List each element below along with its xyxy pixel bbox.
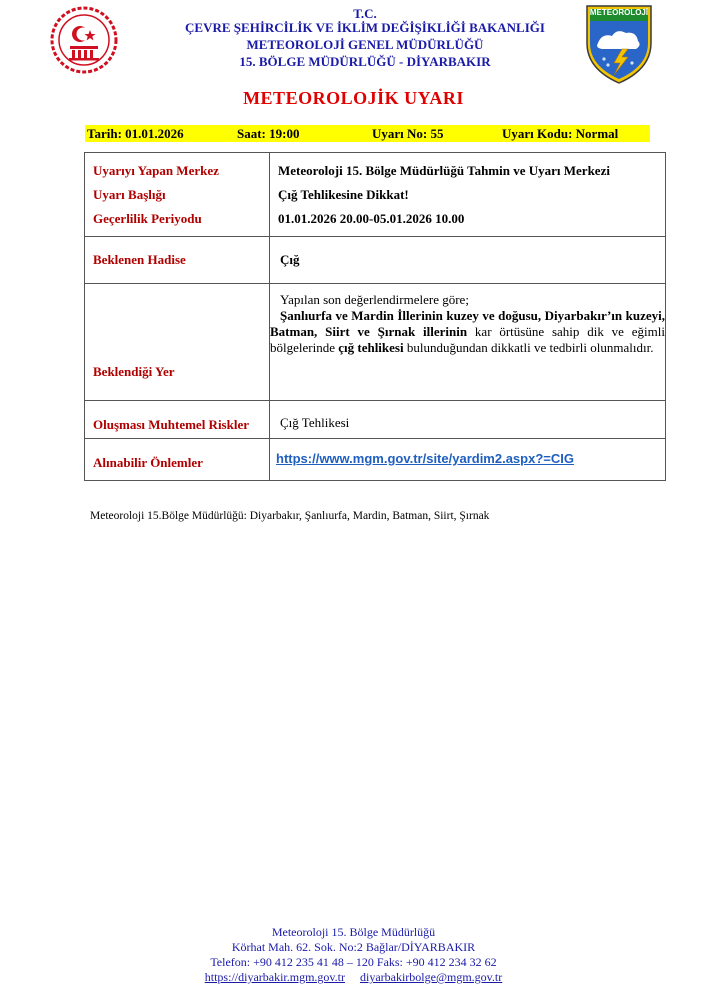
info-number: Uyarı No: 55 (372, 126, 444, 141)
place-hazard: çığ tehlikesi (338, 340, 404, 355)
table-row (85, 439, 666, 481)
table-row (85, 401, 666, 439)
center-value: Meteoroloji 15. Bölge Müdürlüğü Tahmin ve Uyarı Merkezi (278, 163, 610, 178)
info-date: Tarih: 01.01.2026 (87, 126, 184, 141)
place-text-2: bulunduğundan dikkatli ve tedbirli olunmalıdır. (403, 340, 654, 355)
header-region: 15. BÖLGE MÜDÜRLÜĞÜ - DİYARBAKIR (239, 54, 491, 69)
info-code: Uyarı Kodu: Normal (502, 126, 619, 141)
measures-label: Alınabilir Önlemler (93, 455, 203, 470)
table-row (85, 284, 666, 401)
ministry-emblem-icon (50, 6, 118, 74)
center-label: Uyarıyı Yapan Merkez (93, 163, 219, 178)
warning-table (84, 152, 666, 481)
table-row (85, 237, 666, 284)
risk-label: Oluşması Muhtemel Riskler (93, 417, 249, 432)
place-label: Beklendiği Yer (93, 364, 175, 379)
event-label: Beklenen Hadise (93, 252, 186, 267)
table-row (85, 153, 666, 237)
footer-email-link[interactable]: diyarbakirbolge@mgm.gov.tr (359, 970, 503, 984)
header-directorate: METEOROLOJİ GENEL MÜDÜRLÜĞÜ (246, 37, 484, 52)
place-text-1: kar örtüsüne sahip dik ve eğimli bölgelerinde (270, 324, 665, 355)
info-bar (85, 125, 650, 142)
header-tc: T.C. (353, 6, 377, 21)
title-value: Çığ Tehlikesine Dikkat! (278, 187, 409, 202)
logo-text: METEOROLOJİ (589, 8, 649, 17)
footer-address: Körhat Mah. 62. Sok. No:2 Bağlar/DİYARBAKIR (231, 940, 476, 954)
place-description (270, 284, 665, 356)
title-label: Uyarı Başlığı (93, 187, 166, 202)
coverage-note: Meteoroloji 15.Bölge Müdürlüğü: Diyarbakır, Şanlıurfa, Mardin, Batman, Siirt, Şırnak (90, 510, 490, 522)
footer-links (0, 970, 707, 985)
footer-phone: Telefon: +90 412 235 41 48 – 120 Faks: +90 412 234 32 62 (210, 955, 497, 969)
measures-link[interactable]: https://www.mgm.gov.tr/site/yardim2.aspx?=CIG (276, 451, 574, 466)
event-value: Çığ (280, 252, 300, 267)
document-title: METEOROLOJİK UYARI (243, 88, 464, 108)
place-intro: Yapılan son değerlendirmelere göre; (280, 292, 469, 307)
header-ministry: ÇEVRE ŞEHİRCİLİK VE İKLİM DEĞİŞİKLİĞİ BAKANLIĞI (185, 20, 545, 35)
period-label: Geçerlilik Periyodu (93, 211, 202, 226)
period-value: 01.01.2026 20.00-05.01.2026 10.00 (278, 211, 465, 226)
risk-value: Çığ Tehlikesi (280, 415, 350, 430)
place-regions: Şanlıurfa ve Mardin İllerinin kuzey ve doğusu, Diyarbakır’ın kuzeyi, Batman, Siirt ve Şırnak illerinin (270, 308, 665, 339)
info-time: Saat: 19:00 (237, 126, 300, 141)
footer-website-link[interactable]: https://diyarbakir.mgm.gov.tr (204, 970, 345, 984)
footer-org: Meteoroloji 15. Bölge Müdürlüğü (271, 925, 436, 939)
